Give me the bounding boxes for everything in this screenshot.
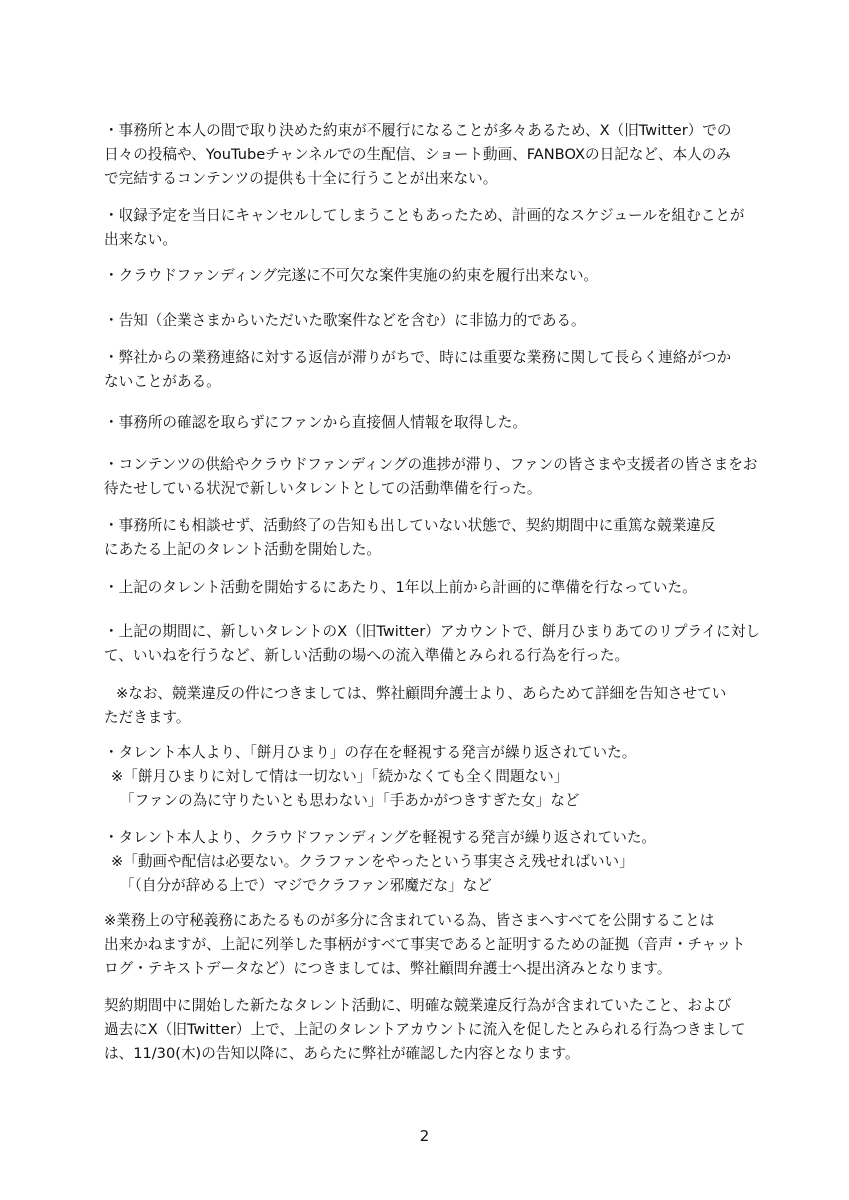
text-line: ただきます。	[104, 709, 191, 726]
text-line: ・事務所と本人の間で取り決めた約束が不履行になることが多々あるため、X（旧Twitter）での	[104, 122, 732, 139]
text-line: ・弊社からの業務連絡に対する返信が滞りがちで、時には重要な業務に関して長らく連絡がつか	[104, 349, 732, 366]
text-line: ※なお、競業違反の件につきましては、弊社顧問弁護士より、あらためて詳細を告知させてい	[116, 685, 727, 702]
page-number: 2	[419, 1127, 430, 1145]
text-line: ※「餅月ひまりに対して情は一切ない」「続かなくても全く問題ない」	[111, 768, 569, 785]
text-line: 契約期間中に開始した新たなタレント活動に、明確な競業違反行為が含まれていたこと、および	[104, 997, 732, 1014]
text-line: ・上記のタレント活動を開始するにあたり、1年以上前から計画的に準備を行なっていた。	[104, 579, 697, 596]
text-line: ・コンテンツの供給やクラウドファンディングの進捗が滞り、ファンの皆さまや支援者の皆さまをお	[104, 456, 758, 473]
text-line: にあたる上記のタレント活動を開始した。	[104, 541, 381, 558]
text-line: ・タレント本人より、クラウドファンディングを軽視する発言が繰り返されていた。	[104, 829, 657, 846]
text-line: 過去にX（旧Twitter）上で、上記のタレントアカウントに流入を促したとみられる行為つきまして	[104, 1021, 746, 1038]
text-line: で完結するコンテンツの提供も十全に行うことが出来ない。	[104, 170, 498, 187]
text-line: は、11/30(木)の告知以降に、あらたに弊社が確認した内容となります。	[104, 1045, 580, 1062]
text-line: 出来かねますが、上記に列挙した事柄がすべて事実であると証明するための証拠（音声・チャット	[104, 936, 746, 953]
text-line: ・事務所の確認を取らずにファンから直接個人情報を取得した。	[104, 414, 527, 431]
text-line: 「ファンの為に守りたいとも思わない」「手あかがつきすぎた女」など	[120, 792, 580, 809]
text-line: ・収録予定を当日にキャンセルしてしまうこともあったため、計画的なスケジュールを組むことが	[104, 207, 745, 224]
text-line: ・クラウドファンディング完遂に不可欠な案件実施の約束を履行出来ない。	[104, 267, 599, 284]
text-line: ・事務所にも相談せず、活動終了の告知も出していない状態で、契約期間中に重篤な競業違反	[104, 517, 716, 534]
text-line: 待たせしている状況で新しいタレントとしての活動準備を行った。	[104, 480, 542, 497]
text-line: ※業務上の守秘義務にあたるものが多分に含まれている為、皆さまへすべてを公開することは	[104, 912, 715, 929]
text-line: 日々の投稿や、YouTubeチャンネルでの生配信、ショート動画、FANBOXの日記など、本人のみ	[104, 146, 731, 163]
text-line: ・上記の期間に、新しいタレントのX（旧Twitter）アカウントで、餅月ひまりあてのリプライに対し	[104, 623, 761, 640]
text-line: て、いいねを行うなど、新しい活動の場への流入準備とみられる行為を行った。	[104, 647, 630, 664]
text-line: ログ・テキストデータなど）につきましては、弊社顧問弁護士へ提出済みとなります。	[104, 960, 672, 977]
text-line: 出来ない。	[104, 231, 177, 248]
text-line: ・告知（企業さまからいただいた歌案件などを含む）に非協力的である。	[104, 312, 586, 329]
text-line: ※「動画や配信は必要ない。クラファンをやったという事実さえ残せればいい」	[111, 853, 634, 870]
text-line: ないことがある。	[104, 373, 221, 390]
text-line: ・タレント本人より、「餅月ひまり」の存在を軽視する発言が繰り返されていた。	[104, 744, 637, 761]
text-line: 「（自分が辞める上で）マジでクラファン邪魔だな」など	[120, 877, 492, 894]
